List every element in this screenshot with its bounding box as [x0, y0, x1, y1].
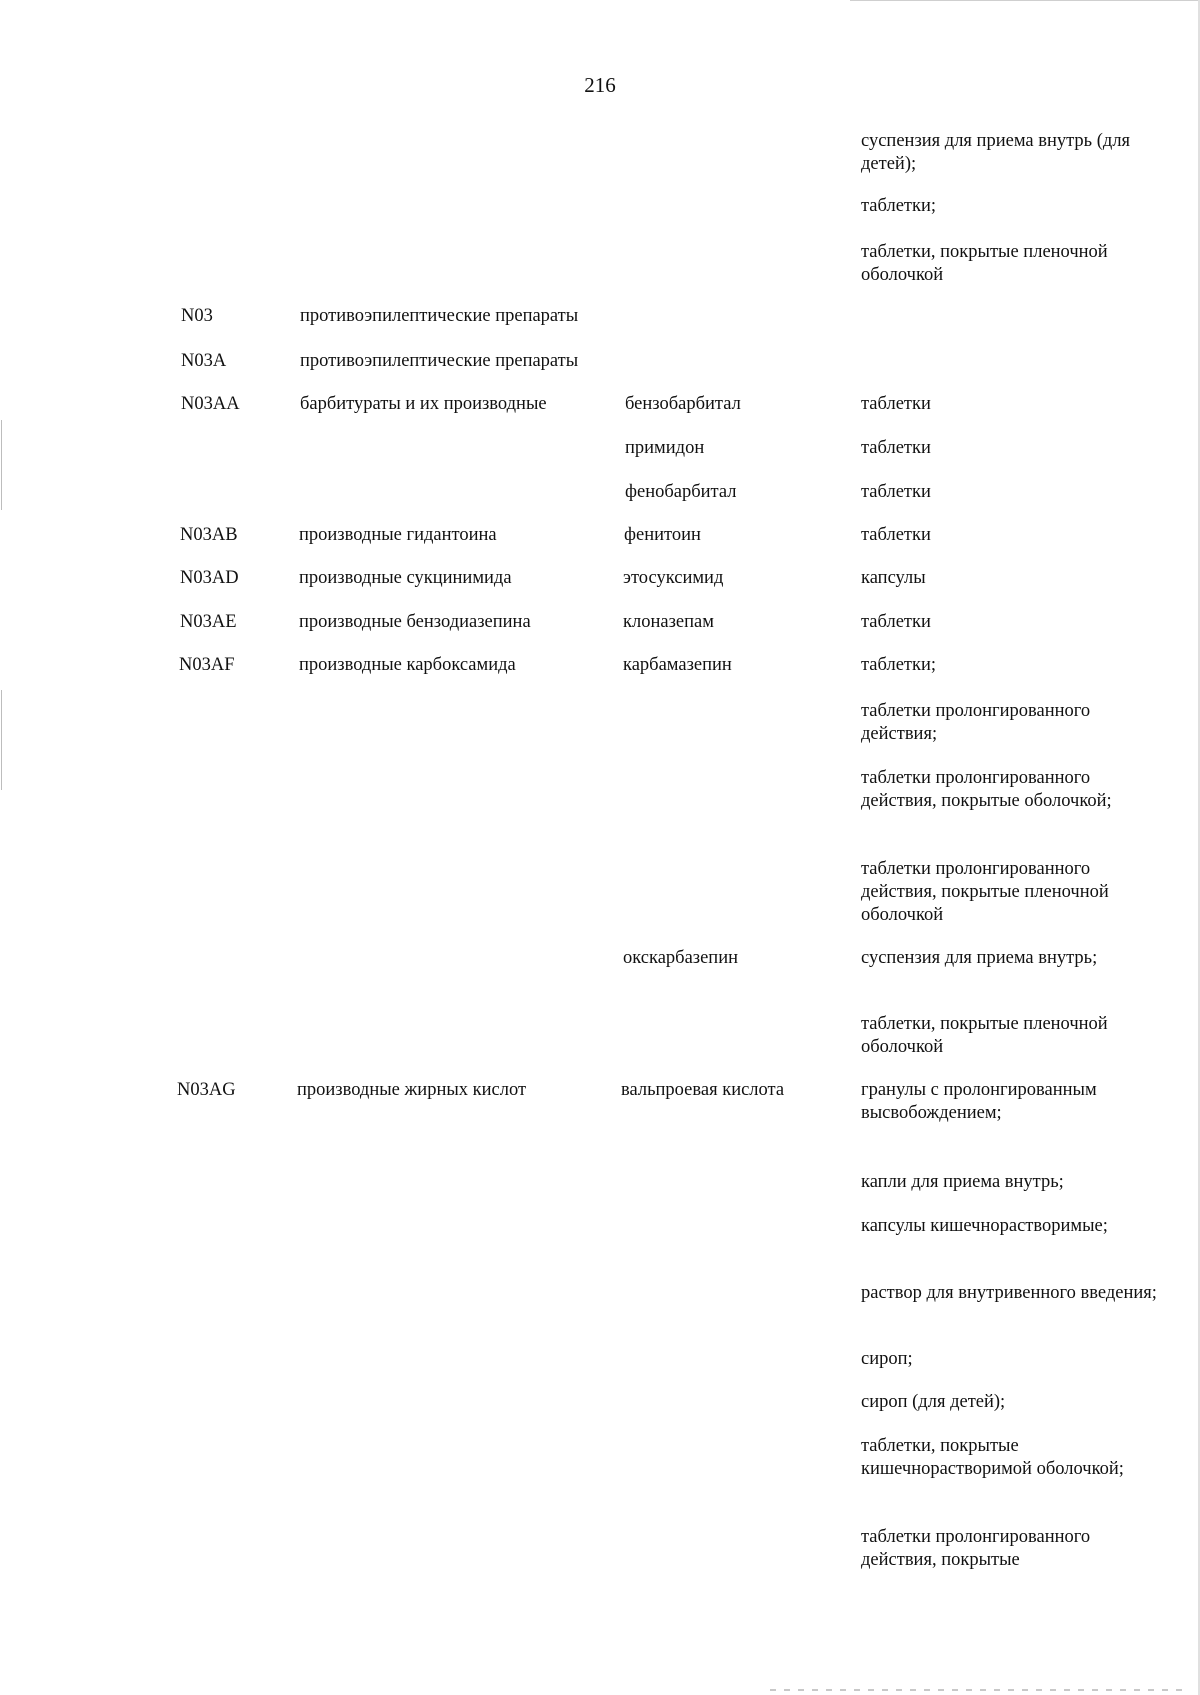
dosage-form: капсулы	[861, 568, 926, 588]
dosage-form: суспензия для приема внутрь;	[861, 948, 1098, 968]
dosage-form: таблетки;	[861, 196, 937, 216]
atc-code: N03	[181, 306, 213, 326]
dosage-form: таблетки пролонгированного действия, покрытые пленочной оболочкой	[861, 859, 1109, 925]
dosage-form: сироп (для детей);	[861, 1392, 1006, 1412]
dosage-form: сироп;	[861, 1349, 913, 1369]
atc-code: N03A	[181, 351, 227, 371]
dosage-form: таблетки, покрытые пленочной оболочкой	[861, 242, 1108, 285]
atc-group-name: барбитураты и их производные	[300, 394, 547, 414]
dosage-form: раствор для внутривенного введения;	[861, 1283, 1157, 1303]
page-number: 216	[584, 73, 616, 97]
atc-code: N03AG	[177, 1080, 236, 1100]
scan-edge-left-1	[1, 420, 2, 510]
dosage-form: таблетки пролонгированного действия, покрытые оболочкой;	[861, 768, 1112, 811]
atc-code: N03AD	[180, 568, 239, 588]
dosage-form: таблетки;	[861, 655, 937, 675]
drug-name: окскарбазепин	[623, 948, 739, 968]
atc-group-name: производные карбоксамида	[299, 655, 516, 675]
drug-name: клоназепам	[623, 612, 714, 632]
drug-name: фенитоин	[624, 525, 701, 545]
scan-edge-bottom	[770, 1689, 1190, 1691]
atc-code: N03AA	[181, 394, 240, 414]
scan-edge-top	[850, 0, 1200, 1]
atc-group-name: противоэпилептические препараты	[300, 306, 579, 326]
drug-name: карбамазепин	[623, 655, 732, 675]
drug-name: фенобарбитал	[625, 482, 737, 502]
atc-group-name: производные жирных кислот	[297, 1080, 527, 1100]
dosage-form: таблетки	[861, 482, 931, 502]
atc-group-name: производные гидантоина	[299, 525, 497, 545]
dosage-form: таблетки пролонгированного действия, покрытые	[861, 1527, 1091, 1570]
dosage-form: таблетки пролонгированного действия;	[861, 701, 1091, 744]
atc-code: N03AB	[180, 525, 238, 545]
atc-code: N03AE	[180, 612, 237, 632]
atc-code: N03AF	[179, 655, 235, 675]
atc-group-name: противоэпилептические препараты	[300, 351, 579, 371]
dosage-form: суспензия для приема внутрь (для детей);	[861, 131, 1131, 174]
dosage-form: таблетки	[861, 394, 931, 414]
dosage-form: таблетки, покрытые кишечнорастворимой оболочкой;	[861, 1436, 1124, 1479]
scan-edge-left-2	[1, 690, 2, 790]
drug-name: примидон	[625, 438, 705, 458]
dosage-form: таблетки, покрытые пленочной оболочкой	[861, 1014, 1108, 1057]
dosage-form: капсулы кишечнорастворимые;	[861, 1216, 1108, 1236]
dosage-form: таблетки	[861, 438, 931, 458]
drug-name: бензобарбитал	[625, 394, 741, 414]
dosage-form: гранулы с пролонгированным высвобождением;	[861, 1080, 1097, 1123]
dosage-form: таблетки	[861, 525, 931, 545]
dosage-form: капли для приема внутрь;	[861, 1172, 1064, 1192]
drug-name: этосуксимид	[623, 568, 724, 588]
atc-group-name: производные бензодиазепина	[299, 612, 531, 632]
atc-group-name: производные сукцинимида	[299, 568, 512, 588]
dosage-form: таблетки	[861, 612, 931, 632]
drug-name: вальпроевая кислота	[621, 1080, 785, 1100]
